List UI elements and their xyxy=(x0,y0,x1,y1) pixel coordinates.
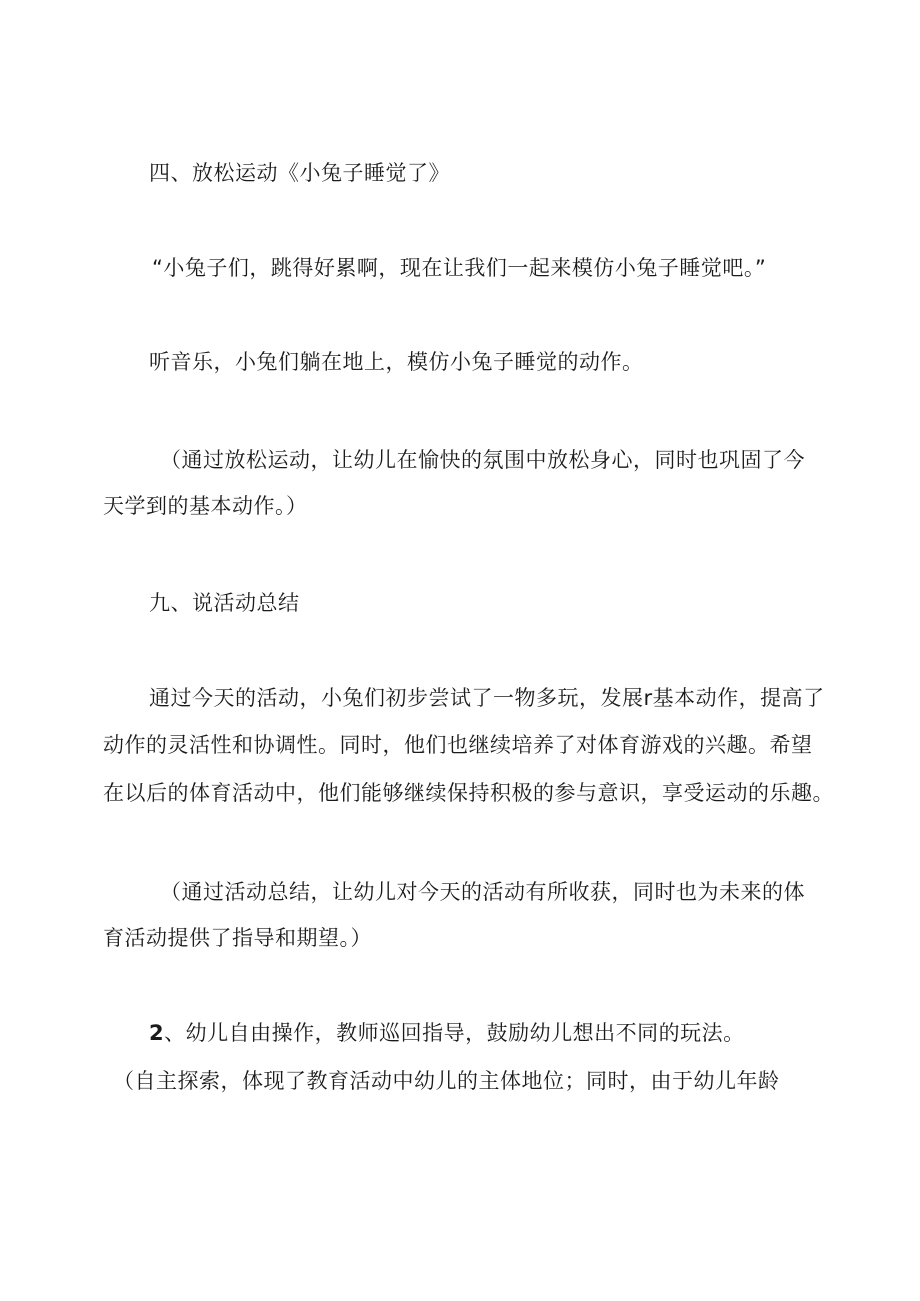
section-4-heading: 四、放松运动《小兔子睡觉了》 xyxy=(149,161,450,185)
section-9-heading: 九、说活动总结 xyxy=(149,591,300,615)
item-2-note-line-1: （自主探索，体现了教育活动中幼儿的主体地位；同时，由于幼儿年龄 xyxy=(113,1069,780,1093)
section-4-quote: “小兔子们，跳得好累啊，现在让我们一起来模仿小兔子睡觉吧。” xyxy=(152,256,767,280)
item-2-line xyxy=(149,1018,745,1048)
section-9-note-line-1: （通过活动总结，让幼儿对今天的活动有所收获，同时也为未来的体 xyxy=(160,880,805,904)
section-9-note-line-2: 育活动提供了指导和期望。） xyxy=(103,926,372,950)
item-2-text: 、幼儿自由操作，教师巡回指导，鼓励幼儿想出不同的玩法。 xyxy=(164,1021,745,1045)
section-9-body-line-2: 动作的灵活性和协调性。同时，他们也继续培养了对体育游戏的兴趣。希望 xyxy=(103,733,813,757)
section-9-body-line-3: 在以后的体育活动中，他们能够继续保持积极的参与意识，享受运动的乐趣。 xyxy=(103,781,834,805)
item-2-number: 2 xyxy=(149,1021,165,1045)
section-4-note-line-2: 天学到的基本动作。） xyxy=(103,494,308,518)
section-4-note-line-1: （通过放松运动，让幼儿在愉快的氛围中放松身心，同时也巩固了今 xyxy=(160,448,805,472)
section-4-action: 听音乐，小兔们躺在地上，模仿小兔子睡觉的动作。 xyxy=(149,350,644,374)
section-9-body-line-1: 通过今天的活动，小兔们初步尝试了一物多玩，发展r基本动作，提高了 xyxy=(149,686,825,710)
